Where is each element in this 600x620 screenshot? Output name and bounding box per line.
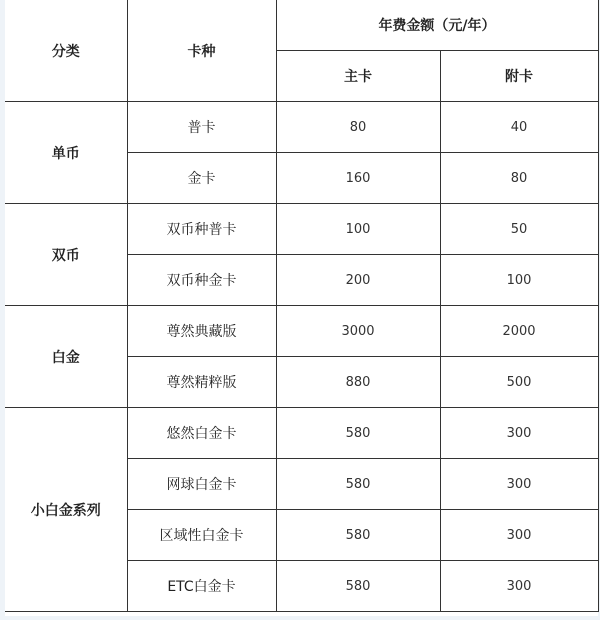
supp-fee-cell: 300 [440, 459, 598, 510]
card-type-cell: 金卡 [127, 153, 276, 204]
supp-fee-cell: 40 [440, 102, 598, 153]
main-fee-cell: 200 [276, 255, 440, 306]
card-type-cell: 悠然白金卡 [127, 408, 276, 459]
card-type-cell: 双币种金卡 [127, 255, 276, 306]
category-cell: 单币 [5, 102, 127, 204]
header-row-1 [5, 0, 598, 51]
main-fee-cell: 580 [276, 408, 440, 459]
main-fee-cell: 80 [276, 102, 440, 153]
table-row [5, 408, 598, 459]
supp-fee-cell: 2000 [440, 306, 598, 357]
supp-fee-cell: 300 [440, 510, 598, 561]
main-fee-cell: 880 [276, 357, 440, 408]
table-row [5, 102, 598, 153]
header-category: 分类 [5, 0, 127, 102]
supp-fee-cell: 300 [440, 408, 598, 459]
main-fee-cell: 100 [276, 204, 440, 255]
header-supp-card: 附卡 [440, 51, 598, 102]
supp-fee-cell: 100 [440, 255, 598, 306]
category-cell: 小白金系列 [5, 408, 127, 612]
category-cell: 双币 [5, 204, 127, 306]
card-type-cell: 区域性白金卡 [127, 510, 276, 561]
table-row [5, 204, 598, 255]
fee-table-container [5, 0, 598, 616]
main-fee-cell: 580 [276, 510, 440, 561]
main-fee-cell: 580 [276, 459, 440, 510]
card-type-cell: ETC白金卡 [127, 561, 276, 612]
main-fee-cell: 160 [276, 153, 440, 204]
annual-fee-table [5, 0, 599, 612]
card-type-cell: 尊然精粹版 [127, 357, 276, 408]
supp-fee-cell: 80 [440, 153, 598, 204]
header-annual-fee: 年费金额（元/年） [276, 0, 598, 51]
card-type-cell: 网球白金卡 [127, 459, 276, 510]
table-row [5, 306, 598, 357]
supp-fee-cell: 500 [440, 357, 598, 408]
header-card-type: 卡种 [127, 0, 276, 102]
card-type-cell: 尊然典藏版 [127, 306, 276, 357]
main-fee-cell: 580 [276, 561, 440, 612]
category-cell: 白金 [5, 306, 127, 408]
main-fee-cell: 3000 [276, 306, 440, 357]
supp-fee-cell: 300 [440, 561, 598, 612]
header-main-card: 主卡 [276, 51, 440, 102]
card-type-cell: 普卡 [127, 102, 276, 153]
supp-fee-cell: 50 [440, 204, 598, 255]
card-type-cell: 双币种普卡 [127, 204, 276, 255]
